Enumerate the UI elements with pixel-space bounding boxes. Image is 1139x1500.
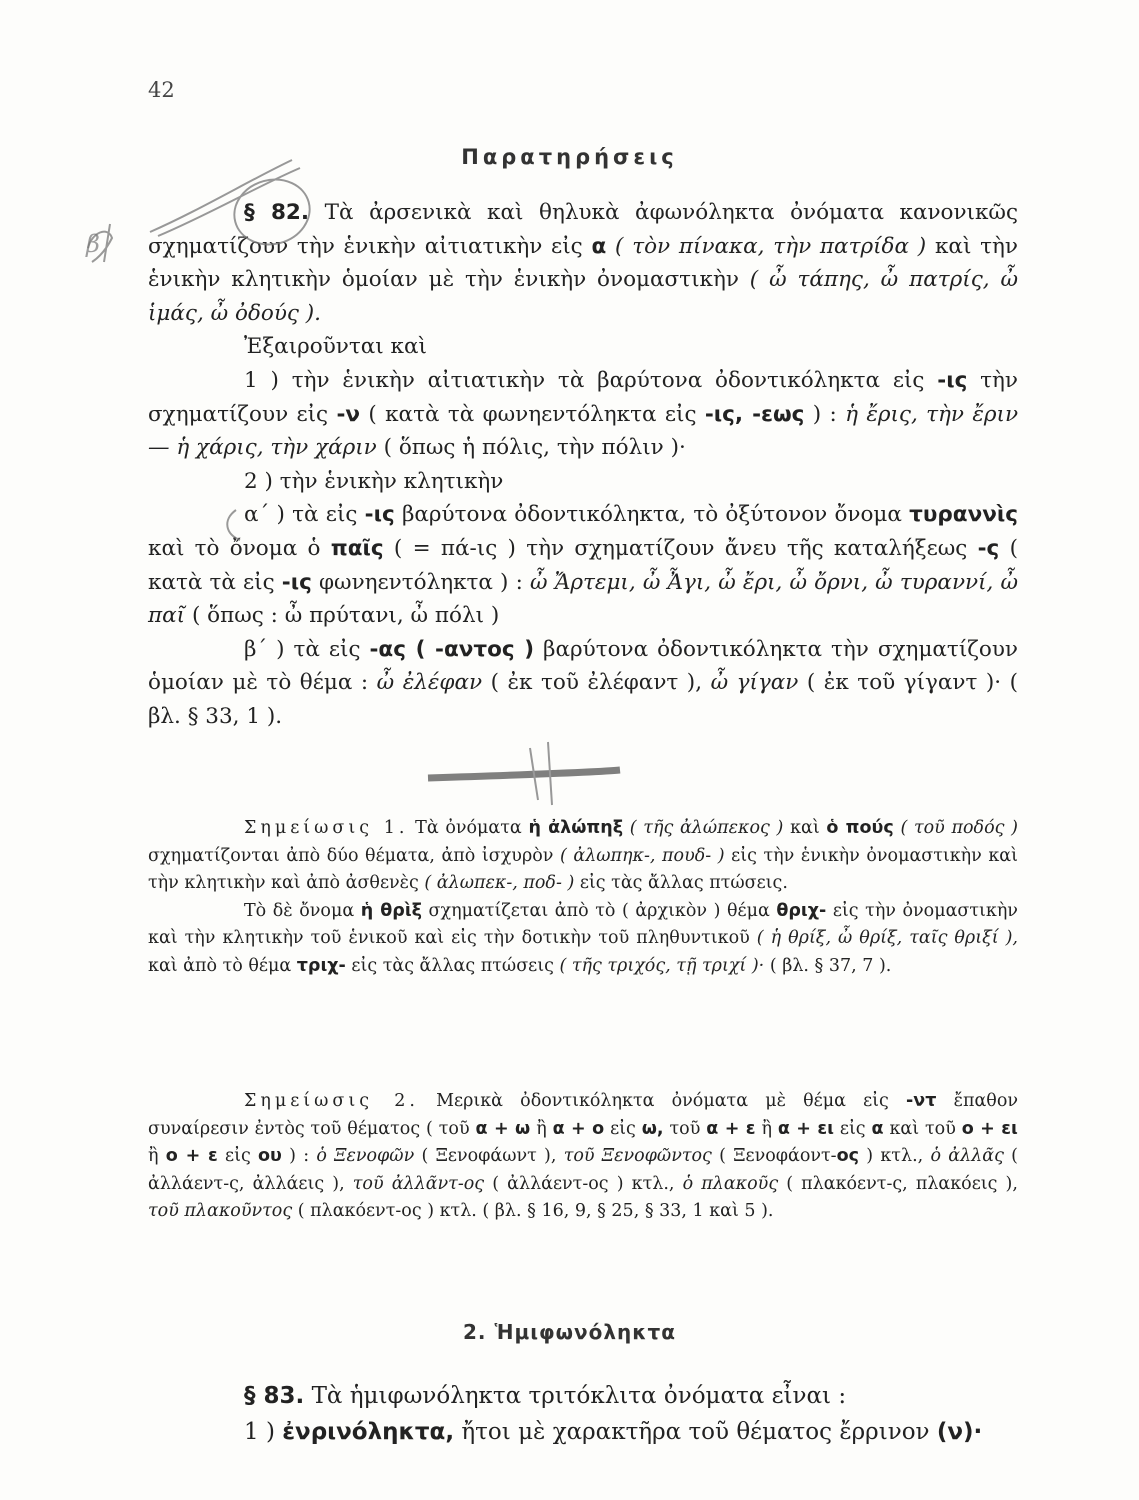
margin-mark-b: [88, 224, 112, 262]
paragraph-82-intro: § 82. Τὰ ἀρσενικὰ καὶ θηλυκὰ ἀφωνόληκτα ὀνόματα κανονικῶς σχηματίζουν τὴν ἑνικὴν αἰτιατικὴν εἰς α ( τὸν πίνακα, τὴν πατρίδα ) καὶ τὴν ἑνικὴν κλητικὴν ὁμοίαν μὲ τὴν ἑνικὴν ὀνομαστικὴν ( ὦ τάπης, ὦ πατρίς, ὦ ἱμάς, ὦ ὀδούς ).: [148, 200, 1019, 326]
rule-2-alpha: α΄ ) τὰ εἰς -ις βαρύτονα ὀδοντικόληκτα, τὸ ὀξύτονον ὄνομα τυραννὶς καὶ τὸ ὄνομα ὁ παῖς ( = πά-ις ) τὴν σχηματίζουν ἄνευ τῆς καταλήξεως -ς ( κατὰ τὰ εἰς -ις φωνηεντόληκτα ) : ὦ Ἄρτεμι, ὦ Ἆγι, ὦ ἔρι, ὦ ὄρνι, ὦ τυραννί, ὦ παῖ ( ὅπως : ὦ πρύτανι, ὦ πόλι ): [148, 502, 1019, 629]
note-2-paragraph: Σημείωσις 2. Μερικὰ ὀδοντικόληκτα ὀνόματα μὲ θέμα εἰς -ντ ἔπαθον συναίρεσιν ἐντὸς τοῦ θέματος ( τοῦ α + ω ἢ α + ο εἰς ω, τοῦ α + ε ἢ α + ει εἰς α καὶ τοῦ ο + ει ἢ ο + ε εἰς ου ) : ὁ Ξενοφῶν ( Ξενοφάωντ ), τοῦ Ξενοφῶντος ( Ξενοφάοντ-ος ) κτλ., ὁ ἀλλᾶς ( ἀλλάεντ-ς, ἀλλάεις ), τοῦ ἀλλᾶντ-ος ( ἀλλάεντ-ος ) κτλ., ὁ πλακοῦς ( πλακόεντ-ς, πλακόεις ), τοῦ πλακοῦντος ( πλακόεντ-ος ) κτλ. ( βλ. § 16, 9, § 25, § 33, 1 καὶ 5 ).: [148, 1091, 1018, 1221]
section-number-82: § 82.: [244, 200, 310, 225]
page-number: 42: [148, 78, 175, 102]
rule-2-beta: β΄ ) τὰ εἰς -ας ( -αντος ) βαρύτονα ὀδοντικόληκτα τὴν σχηματίζουν ὁμοίαν μὲ τὸ θέμα : ὦ ἐλέφαν ( ἐκ τοῦ ἐλέφαντ ), ὦ γίγαν ( ἐκ τοῦ γίγαντ )· ( βλ. § 33, 1 ).: [148, 636, 1018, 729]
rule-2: 2 ) τὴν ἑνικὴν κλητικὴν: [244, 468, 504, 494]
section-82: [148, 196, 1018, 734]
section-heading: Παρατηρήσεις: [461, 145, 678, 169]
note-1: [148, 815, 1018, 980]
note-1-paragraph-1: Σημείωσις 1. Τὰ ὀνόματα ἡ ἀλώπηξ ( τῆς ἀλώπεκος ) καὶ ὁ πούς ( τοῦ ποδός ) σχηματίζονται ἀπὸ δύο θέματα, ἀπὸ ἰσχυρὸν ( ἀλωπηκ-, πουδ- ) εἰς τὴν ἑνικὴν ὀνομαστικὴν καὶ τὴν κλητικὴν καὶ ἀπὸ ἀσθενὲς ( ἀλωπεκ-, ποδ- ) εἰς τὰς ἄλλας πτώσεις.: [148, 818, 1018, 893]
section-83: [148, 1378, 1018, 1450]
margin-mark-text: β: [86, 230, 100, 258]
section-number-83: § 83.: [244, 1383, 305, 1409]
pencil-tick-1: [530, 748, 538, 800]
note-1-label: Σημείωσις 1.: [244, 818, 409, 838]
note-2: [148, 1088, 1018, 1226]
pencil-tick-2: [548, 742, 552, 805]
paragraph-83: § 83. Τὰ ἡμιφωνόληκτα τριτόκλιτα ὀνόματα εἶναι :: [244, 1383, 847, 1409]
rule-1: 1 ) τὴν ἑνικὴν αἰτιατικὴν τὰ βαρύτονα ὀδοντικόληκτα εἰς -ις τὴν σχηματίζουν εἰς -ν ( κατὰ τὰ φωνηεντόληκτα εἰς -ις, -εως ) : ἡ ἔρις, τὴν ἔριν — ἡ χάρις, τὴν χάριν ( ὅπως ἡ πόλις, τὴν πόλιν )·: [148, 367, 1019, 461]
paragraph-exceptions: Ἐξαιροῦνται καὶ: [244, 334, 427, 360]
pencil-strikethrough: [428, 770, 620, 778]
note-1-paragraph-2: Τὸ δὲ ὄνομα ἡ θρὶξ σχηματίζεται ἀπὸ τὸ ( ἀρχικὸν ) θέμα θριχ- εἰς τὴν ὀνομαστικὴν καὶ τὴν κλητικὴν τοῦ ἑνικοῦ καὶ εἰς τὴν δοτικὴν τοῦ πληθυντικοῦ ( ἡ θρίξ, ὦ θρίξ, ταῖς θριξί ), καὶ ἀπὸ τὸ θέμα τριχ- εἰς τὰς ἄλλας πτώσεις ( τῆς τριχός, τῇ τριχί )· ( βλ. § 37, 7 ).: [148, 900, 1018, 976]
note-2-label: Σημείωσις 2.: [244, 1091, 419, 1111]
subsection-heading: 2. Ἡμιφωνόληκτα: [462, 1320, 676, 1344]
paragraph-83-item-1: 1 ) ἐνρινόληκτα, ἤτοι μὲ χαρακτῆρα τοῦ θέματος ἔρρινον (ν)·: [244, 1419, 983, 1445]
